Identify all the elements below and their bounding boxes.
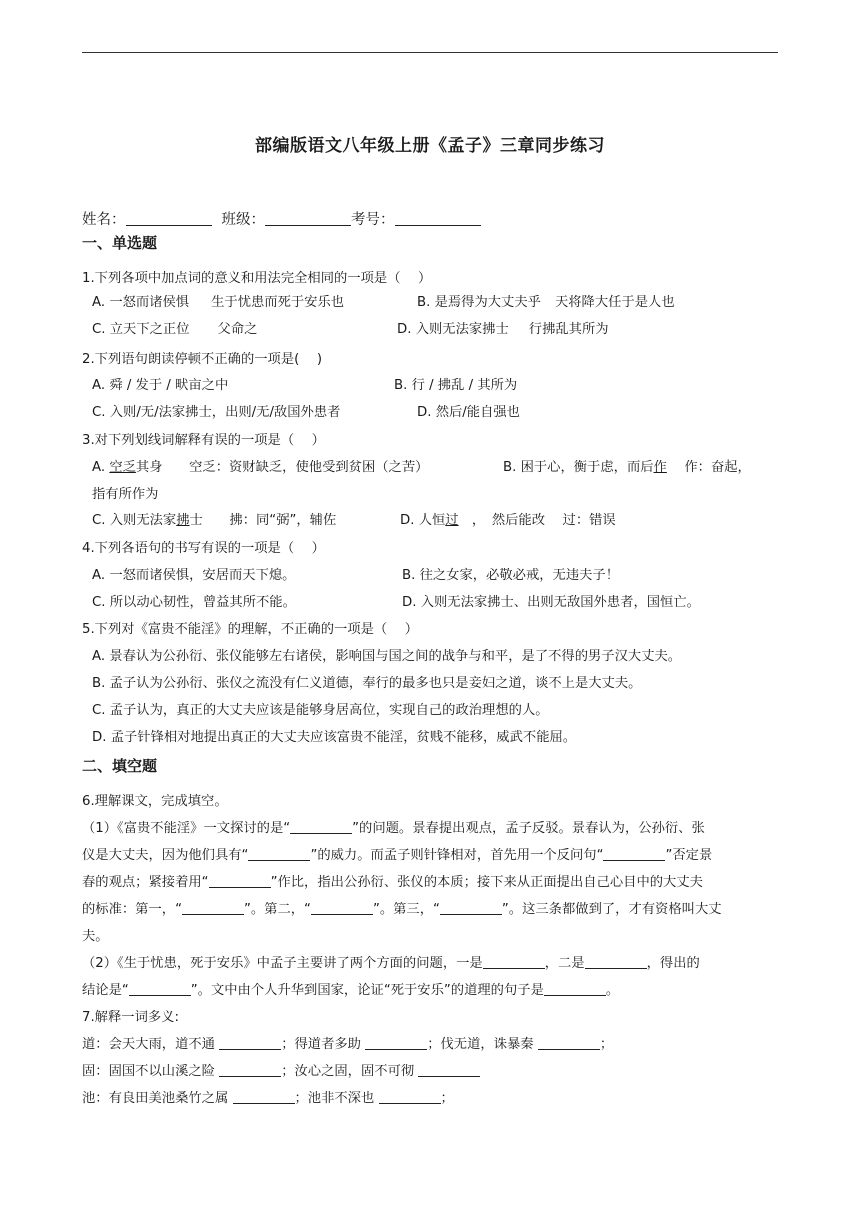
option-d[interactable] [400, 511, 616, 531]
text-segment: （2）《生于忧患，死于安乐》中孟子主要讲了两个方面的问题，一是 [82, 956, 483, 971]
option-c[interactable] [92, 511, 336, 531]
paragraph-line [82, 846, 712, 866]
answer-blank[interactable] [585, 954, 647, 969]
option-b[interactable]: B. 行 / 拂乱 / 其所为 [394, 378, 518, 393]
paragraph-line [82, 900, 722, 920]
option-prefix: B. 困于心，衡于虑，而后 [503, 460, 654, 475]
option-text: 士 拂：同“弼”，辅佐 [189, 513, 337, 528]
option-d[interactable]: D. 孟子针锋相对地提出真正的大丈夫应该富贵不能淫，贫贱不能移，威武不能屈。 [92, 730, 577, 745]
answer-blank[interactable] [365, 1035, 427, 1050]
exam-number-blank[interactable] [395, 211, 481, 226]
text-segment: 固：固国不以山溪之险 [82, 1064, 220, 1079]
answer-blank[interactable] [311, 900, 373, 915]
text-segment: 。 [605, 983, 620, 998]
text-segment: ；得道者多助 [281, 1037, 366, 1052]
option-d[interactable]: D. 然后/能自强也 [417, 405, 520, 420]
text-segment: ”。文中由个人升华到国家，论证“死于安乐”的道理的句子是 [190, 983, 544, 998]
question-stem: 4.下列各语句的书写有误的一项是（ ） [82, 541, 325, 556]
text-segment: ； [440, 1091, 454, 1106]
option-b[interactable]: B. 孟子认为公孙衍、张仪之流没有仁义道德，奉行的最多也只是妾妇之道，谈不上是大丈夫。 [92, 676, 642, 691]
text-segment: ”。第三，“ [372, 902, 440, 917]
option-a[interactable]: A. 景春认为公孙衍、张仪能够左右诸侯，影响国与国之间的战争与和平，是了不得的男子汉大丈夫。 [92, 649, 682, 664]
polysemy-line-dao [82, 1035, 613, 1055]
option-text: C. 立天下之正位 [92, 322, 190, 337]
paragraph-line [82, 873, 703, 893]
student-info-line [82, 210, 481, 230]
text-segment: ；汝心之固，固不可彻 [281, 1064, 419, 1079]
option-a[interactable]: A. 一怒而诸侯惧，安居而天下熄。 [92, 568, 296, 583]
paragraph-line: 夫。 [82, 929, 109, 944]
text-segment: ”的威力。而孟子则针锋相对，首先用一个反问句“ [310, 848, 604, 863]
text-segment: 的标准：第一，“ [82, 902, 182, 917]
option-prefix: C. 入则无法家 [92, 513, 177, 528]
answer-blank[interactable] [182, 900, 244, 915]
option-text: D. 入则无法家拂士 [397, 322, 509, 337]
option-a[interactable] [92, 458, 428, 478]
text-segment: ；伐无道，诛暴秦 [427, 1037, 538, 1052]
option-prefix: D. 人恒 [400, 513, 446, 528]
question-stem: 5.下列对《富贵不能淫》的理解，不正确的一项是（ ） [82, 622, 419, 637]
option-text: 父命之 [217, 322, 258, 337]
option-text: 作：奋起， [666, 460, 751, 475]
text-segment: ； [599, 1037, 614, 1052]
option-prefix: A. [92, 460, 110, 475]
option-b[interactable]: B. 往之女家，必敬必戒，无违夫子！ [402, 568, 620, 583]
text-segment: 池：有良田美池桑竹之属 [82, 1091, 233, 1106]
option-d[interactable]: D. 入则无法家拂士、出则无敌国外患者，国恒亡。 [402, 595, 700, 610]
paragraph-line [82, 954, 700, 974]
option-c[interactable] [92, 320, 257, 340]
answer-blank[interactable] [418, 1062, 480, 1077]
answer-blank[interactable] [538, 1035, 600, 1050]
paragraph-line [82, 819, 705, 839]
text-segment: 春的观点；紧接着用“ [82, 875, 209, 890]
polysemy-line-chi [82, 1089, 454, 1109]
option-b-continuation: 指有所作为 [92, 487, 159, 502]
answer-blank[interactable] [129, 981, 191, 996]
text-segment: ，得出的 [646, 956, 700, 971]
section-heading: 一、单选题 [82, 234, 158, 252]
option-c[interactable]: C. 所以动心韧性，曾益其所不能。 [92, 595, 296, 610]
text-segment: ”。第二，“ [243, 902, 311, 917]
answer-blank[interactable] [233, 1089, 295, 1104]
answer-blank[interactable] [219, 1062, 281, 1077]
option-text: 其身 空乏：资财缺乏，使他受到贫困（之苦） [135, 460, 429, 475]
option-text: 天将降大任于是人也 [554, 295, 675, 310]
answer-blank[interactable] [290, 819, 352, 834]
underlined-word: 作 [653, 460, 667, 475]
text-segment: 结论是“ [82, 983, 129, 998]
option-text: ， 然后能改 过：错误 [458, 513, 616, 528]
answer-blank[interactable] [483, 954, 545, 969]
question-stem: 3.对下列划线词解释有误的一项是（ ） [82, 433, 325, 448]
name-label: 姓名： [82, 212, 126, 228]
text-segment: ”。这三条都做到了，才有资格叫大丈 [501, 902, 722, 917]
option-text: 生于忧患而死于安乐也 [211, 295, 345, 310]
option-c[interactable]: C. 孟子认为，真正的大丈夫应该是能够身居高位，实现自己的政治理想的人。 [92, 703, 549, 718]
question-stem: 1.下列各项中加点词的意义和用法完全相同的一项是（ ） [82, 271, 432, 286]
question-stem: 7.解释一词多义: [82, 1010, 179, 1025]
underlined-word: 空乏 [109, 460, 136, 475]
option-a[interactable] [92, 293, 344, 313]
option-c[interactable]: C. 入则/无/法家拂士，出则/无/敌国外患者 [92, 405, 341, 420]
text-segment: 仪是大丈夫，因为他们具有“ [82, 848, 249, 863]
answer-blank[interactable] [219, 1035, 281, 1050]
exam-number-label: 考号： [351, 212, 395, 228]
option-b[interactable] [503, 458, 751, 478]
option-b[interactable] [417, 293, 675, 313]
option-a[interactable]: A. 舜 / 发于 / 畎亩之中 [92, 378, 229, 393]
paragraph-line [82, 981, 619, 1001]
underlined-word: 拂 [176, 513, 190, 528]
option-text: 行拂乱其所为 [528, 322, 609, 337]
text-segment: 道：会天大雨，道不通 [82, 1037, 220, 1052]
question-stem: 2.下列语句朗读停顿不正确的一项是( ) [82, 352, 323, 367]
answer-blank[interactable] [248, 846, 310, 861]
answer-blank[interactable] [544, 981, 606, 996]
answer-blank[interactable] [603, 846, 665, 861]
option-text: B. 是焉得为大丈夫乎 [417, 295, 541, 310]
polysemy-line-gu [82, 1062, 480, 1082]
underlined-word: 过 [445, 513, 459, 528]
name-blank[interactable] [126, 211, 212, 226]
answer-blank[interactable] [379, 1089, 441, 1104]
answer-blank[interactable] [209, 873, 271, 888]
class-blank[interactable] [265, 211, 351, 226]
page-title: 部编版语文八年级上册《孟子》三章同步练习 [255, 136, 605, 156]
answer-blank[interactable] [440, 900, 502, 915]
section-heading: 二、填空题 [82, 757, 158, 775]
text-segment: ”的问题。景春提出观点，孟子反驳。景春认为，公孙衍、张 [352, 821, 705, 836]
option-text: A. 一怒而诸侯惧 [92, 295, 190, 310]
text-segment: （1）《富贵不能淫》一文探讨的是“ [82, 821, 291, 836]
header-rule [82, 52, 778, 53]
text-segment: ”否定景 [665, 848, 713, 863]
question-stem: 6.理解课文，完成填空。 [82, 794, 228, 809]
option-d[interactable] [397, 320, 609, 340]
class-label: 班级： [221, 212, 265, 228]
text-segment: ；池非不深也 [294, 1091, 379, 1106]
text-segment: ，二是 [544, 956, 585, 971]
text-segment: ”作比，指出公孙衍、张仪的本质；接下来从正面提出自己心目中的大丈夫 [270, 875, 703, 890]
